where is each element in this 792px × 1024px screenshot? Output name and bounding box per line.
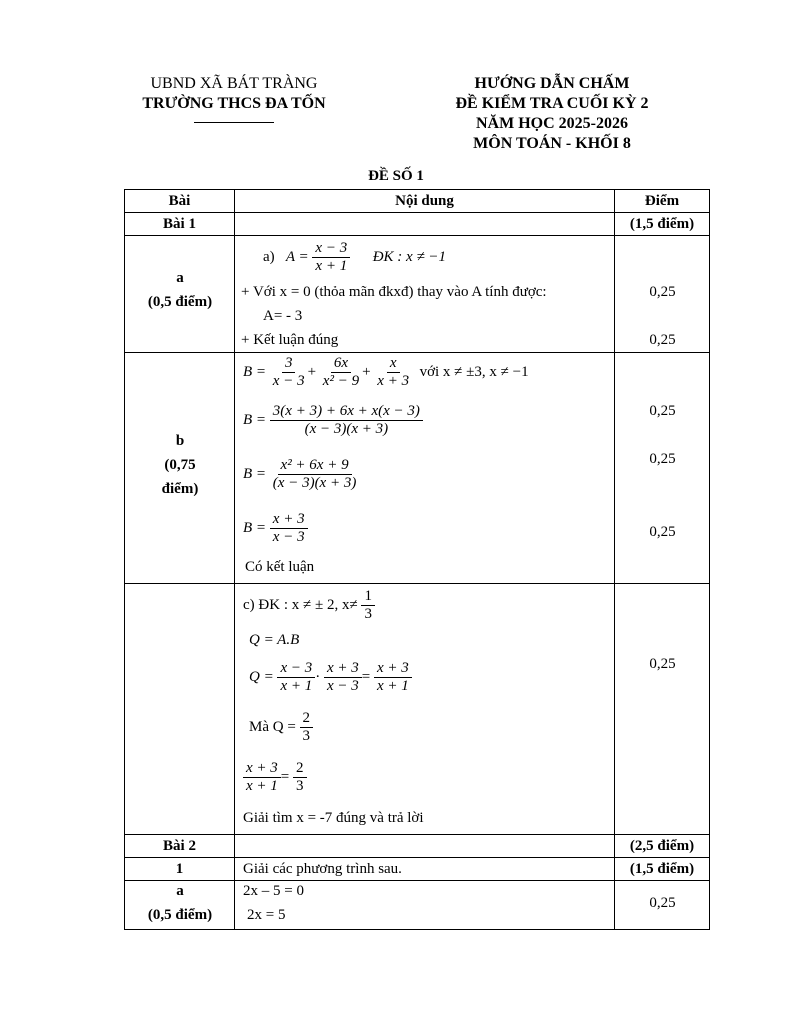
table-row [125,236,710,353]
exam-header [432,74,672,154]
school-name: TRƯỜNG THCS ĐA TỐN [142,95,326,112]
formula-c3: Mà Q = $\frac{2}{3}$ [249,710,313,745]
part-b-points-unit: điểm) [161,481,199,497]
formula-a: a) A = $\frac{x - 3}{x + 1}$ ĐK : x ≠ −1 [263,240,447,274]
part-b-points: (0,75 [164,457,196,473]
formula-b4: B = $\frac{x + 3}{x - 3}$ [243,511,308,546]
equation-line2: 2x = 5 [247,907,286,923]
formula-b2: B = $\frac{3(x + 3) + 6x + x(x - 3)}{(x - 3)(x + 3)}$ [243,403,423,438]
score: 0,25 [649,332,676,348]
q1-instruction: Giải các phương trình sau. [235,858,615,881]
b2-part-a-points: (0,5 điểm) [147,907,213,923]
table-row [125,584,710,835]
score: 0,25 [649,895,676,911]
score: 0,25 [649,403,676,419]
commune-name: UBND XÃ BÁT TRÀNG [150,75,318,92]
formula-c1: Q = A.B [249,632,300,648]
formula-c4: $\frac{x + 3}{x + 1}$ = $\frac{2}{3}$ [243,760,307,795]
header-divider [194,116,274,123]
grading-table [124,189,710,930]
score: 0,25 [649,451,676,467]
domain-condition: ĐK : x ≠ −1 [372,248,447,265]
score: 0,25 [649,524,676,540]
formula-b3: B = $\frac{\text{x² + 6x + 9}}{(x - 3)(x + 3)}$ [243,457,357,491]
col-diem-header: Điểm [615,190,710,213]
part-b-conclusion: Có kết luận [245,559,315,575]
score: 0,25 [649,656,676,672]
table-row [125,835,710,858]
exam-code: ĐỀ SỐ 1 [368,168,424,184]
q1-label: 1 [125,858,235,881]
table-row [125,881,710,930]
score: 0,25 [649,284,676,300]
formula-b1: B = $\frac{3}{x - 3}$ + $\frac{6x}{\text{x² − 9}}$ + $\frac{x}{x + 3}$ với x ≠ ±3, x ≠ −1 [243,355,529,389]
bai2-label: Bài 2 [125,835,235,858]
part-a-step1: + Với x = 0 (thỏa mãn đkxđ) thay vào A tính được: [241,284,547,300]
exam-name: ĐỀ KIỂM TRA CUỐI KỲ 2 [455,95,649,112]
subject-grade: MÔN TOÁN - KHỐI 8 [473,135,631,152]
formula-c2: Q = $\frac{x - 3}{x + 1}$ · $\frac{x + 3}{x - 3}$ = $\frac{x + 3}{x + 1}$ [249,660,412,695]
equation-line1: 2x – 5 = 0 [243,883,304,899]
school-year: NĂM HỌC 2025-2026 [476,115,628,132]
q1-points: (1,5 điểm) [615,858,710,881]
part-a-label: a [176,270,184,286]
table-header-row [125,190,710,213]
part-c-condition: c) ĐK : x ≠ ± 2, x≠ $\frac{1}{3}$ [243,588,375,623]
part-a-conclusion: + Kết luận đúng [241,332,339,348]
part-b-label: b [175,433,185,449]
bai2-points: (2,5 điểm) [615,835,710,858]
school-header [118,74,350,123]
part-c-solution: Giải tìm x = -7 đúng và trả lời [243,810,424,826]
bai1-points: (1,5 điểm) [615,213,710,236]
table-row [125,353,710,584]
doc-title: HƯỚNG DẪN CHẤM [474,75,630,92]
col-noidung-header: Nội dung [235,190,615,213]
b2-part-a-label: a [176,883,184,899]
table-row [125,858,710,881]
part-a-points: (0,5 điểm) [147,294,213,310]
bai1-label: Bài 1 [125,213,235,236]
col-bai-header: Bài [125,190,235,213]
part-a-result: A= - 3 [263,308,303,324]
table-row [125,213,710,236]
